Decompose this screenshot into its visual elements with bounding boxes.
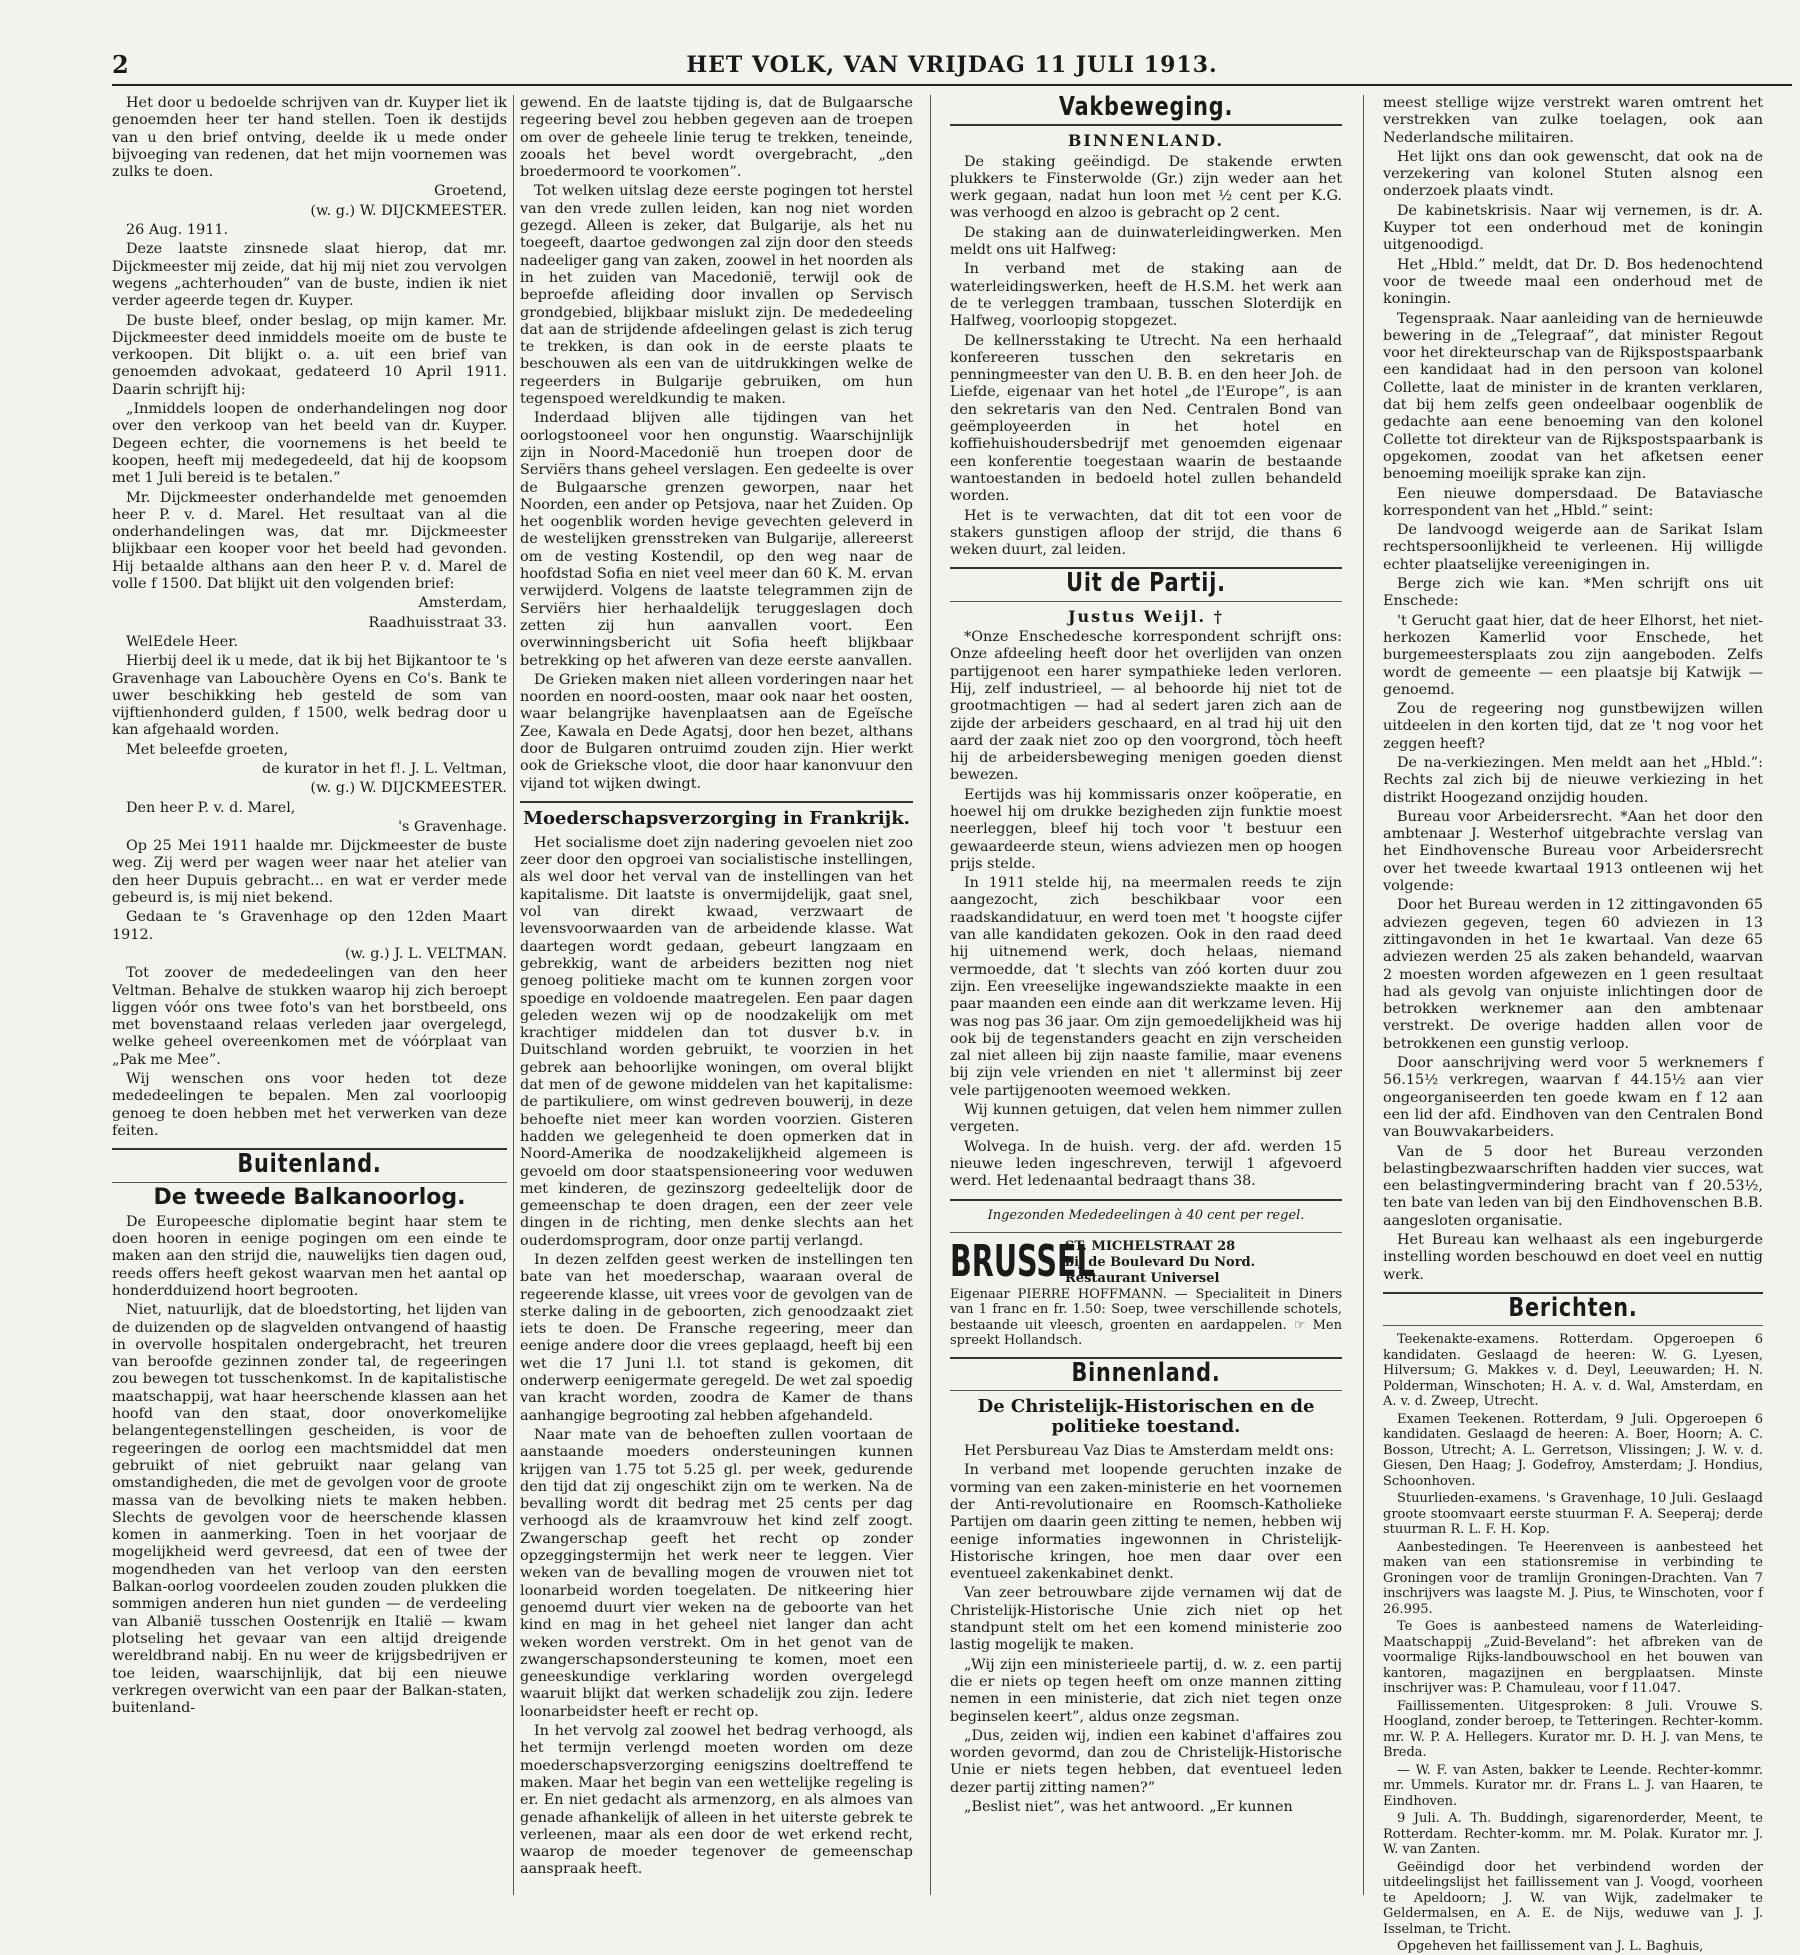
advertisement-line: bij de Boulevard Du Nord. <box>1065 1254 1256 1270</box>
column-divider <box>513 95 514 1895</box>
closing: Met beleefde groeten, <box>126 741 289 758</box>
paragraph: meest stellige wijze verstrekt waren omtrent het verstrekken van zulke toelagen, ook aan Nederlandsche militairen. <box>1383 95 1763 146</box>
paragraph: De landvoogd weigerde aan de Sarikat Islam rechtspersoonlijkheid te verleenen. Hij willigde echter plaatselijke vereenigingen in. <box>1383 522 1763 573</box>
paragraph: „Dus, zeiden wij, indien een kabinet d'affaires zou worden gevormd, dan zou de Christelijk-Historische Unie er niets tegen hebben, dat eventueel leden dezer partij zitting namen?” <box>950 1727 1342 1796</box>
notice-item: Opgeheven het faillissement van J. L. Baghuis, <box>1397 1939 1704 1955</box>
advertisement-text: Eigenaar PIERRE HOFFMANN. — Specialiteit in Diners van 1 franc en fr. 1.50: Soep, twee verschillende schotels, bestaande uit vleesch, groenten en aardappelen. ☞ Men spreekt Hollandsch. <box>950 1286 1342 1349</box>
paragraph: „Wij zijn een ministerieele partij, d. w. z. een partij die er niets op tegen heeft om onze mannen zitting nemen in een ministerie, dat zich niet tegen onze beginselen keert”, aldus onze zegsman. <box>950 1656 1342 1725</box>
signature: (w. g.) W. DIJCKMEESTER. <box>310 780 507 797</box>
addressee-line: Den heer P. v. d. Marel, <box>126 799 296 816</box>
notice-item: Te Goes is aanbesteed namens de Waterleiding-Maatschappij „Zuid-Beveland”: het afbreken van de voormalige Rijks-landbouwschool en het bouwen van kantoren, magazijnen en bergplaatsen. Minste inschrijver was: P. Chamuleau, voor f 11.047. <box>1383 1619 1763 1697</box>
paragraph: Het Bureau kan welhaast als een ingeburgerde instelling worden beschouwd en doet veel en nuttig werk. <box>1383 1232 1763 1283</box>
paragraph: De staking aan de duinwaterleidingwerken. Men meldt ons uit Halfweg: <box>950 224 1342 259</box>
paragraph: Het lijkt ons dan ook gewenscht, dat ook na de verzekering van kolonel Stuten alsnog een onderzoek plaats vindt. <box>1383 148 1763 200</box>
paragraph: In dezen zelfden geest werken de instellingen ten bate van het moederschap, waaraan overal de regeerende klasse, uit vrees voor de gevolgen van de sterke daling in de geboorten, zich genoodzaakt ziet iets te doen. De Fransche regeering, meer dan eenige andere door die vrees geplaagd, heeft bij een wet die 17 Juni l.l. tot stand is gekomen, dit onderwerp eenigermate geregeld. De wet zal spoedig van kracht worden, zoodra de Kamer de thans aanhangige begrooting zal hebben afgehandeld. <box>520 1252 913 1424</box>
paragraph: „Inmiddels loopen de onderhandelingen nog door over den verkoop van het beeld van dr. Kuyper. Degeen echter, die voornemens is het beeld te koopen, heeft mij medegedeeld, dat hij de koopsom met 1 Juli bereid is te betalen.” <box>112 401 507 487</box>
notice-item: Aanbestedingen. Te Heerenveen is aanbesteed het maken van een stationsremise in verbinding te Groningen voor de tramlijn Groningen-Drachten. Van 7 inschrijvers was laagste M. J. Pius, te Winschoten, voor f 26.995. <box>1383 1539 1763 1617</box>
section-heading: Buitenland. <box>237 1149 382 1180</box>
advertisement-note: Ingezonden Mededeelingen à 40 cent per regel. <box>987 1207 1305 1223</box>
section-rule <box>520 801 913 803</box>
article-heading: Justus Weijl. † <box>1067 606 1225 626</box>
paragraph: Wolvega. In de huish. verg. der afd. werden 15 nieuwe leden ingeschreven, terwijl 1 afgevoerd werd. Het ledenaantal bedraagt thans 38. <box>950 1138 1342 1190</box>
paragraph: Tegenspraak. Naar aanleiding van de hernieuwde bewering in de „Telegraaf”, dat minister Regout voor het direkteurschap van de Rijkspostspaarbank een kandidaat had in den persoon van kolonel Collette, laat de minister in de kranten verklaren, dat bij hem zelfs geen ondeelbaar oogenblik de gedachte aan eene benoeming van den kolonel Collette tot direkteur van de Rijkspostspaarbank is opgekomen, zoodat van het afketsen eener benoeming moeilijk sprake kan zijn. <box>1383 310 1763 483</box>
paragraph: Deze laatste zinsnede slaat hierop, dat mr. Dijckmeester mij zeide, dat hij mij niet zou vervolgen wegens „achterhouden” van de buste, indien ik niet verder ageerde tegen dr. Kuyper. <box>112 241 507 310</box>
section-rule <box>950 601 1342 602</box>
paragraph: Van zeer betrouwbare zijde vernamen wij dat de Christelijk-Historische Unie zich niet op het standpunt stelt om het een komend ministerie zoo lastig mogelijk te maken. <box>950 1585 1342 1654</box>
paragraph: 't Gerucht gaat hier, dat de heer Elhorst, het niet-herkozen Kamerlid voor Enschede, het burgemeestersplaats zou zijn aangeboden. Zelfs wordt de gemeente — een plaatsje bij Katwijk — genoemd. <box>1383 612 1763 698</box>
paragraph: Door aanschrijving werd voor 5 werknemers f 56.15½ verkregen, waarvan f 44.15½ aan vier ongeorganiseerden ten goede kwam en f 12 aan een lid der afd. Eindhoven van den Centralen Bond van Bouwvakarbeiders. <box>1383 1055 1763 1141</box>
paragraph: In 1911 stelde hij, na meermalen reeds te zijn aangezocht, zich beschikbaar voor een raadskandidatuur, en werd toen met 't hoogste cijfer van alle kandidaten gekozen. Ook in den raad deed hij uitnemend werk, doch helaas, niemand vermoedde, dat 't slechts van zóó korten duur zou zijn. Een vreeselijke ingewandsziekte maakte in een paar maanden een einde aan dit werkzame leven. Hij was nog pas 36 jaar. Om zijn gemoedelijkheid was hij ook bij de tegenstanders geacht en zijn verscheiden zal niet alleen bij zijn naaste familie, maar evenens bij zijn vele vrienden en niet 't allerminst bij zeer vele partijgenooten weemoed wekken. <box>950 875 1342 1099</box>
column-divider <box>930 95 931 1895</box>
signature: (w. g.) W. DIJCKMEESTER. <box>310 202 507 219</box>
paragraph: De Europeesche diplomatie begint haar stem te doen hooren in eenige pogingen om een einde te maken aan den strijd die, nauwelijks tien dagen oud, reeds offers heeft gekost waarvan men het aantal op honderdduizend hoort begrooten. <box>112 1213 507 1299</box>
column-1 <box>112 95 507 1895</box>
paragraph: De staking geëindigd. De stakende erwten plukkers te Finsterwolde (Gr.) zijn weder aan het werk gegaan, nadat hun loon met ½ cent per K.G. was verhoogd en alzoo is gebracht op 2 cent. <box>950 153 1342 222</box>
advertisement-brand: BRUSSEL <box>950 1235 1095 1287</box>
address-line: Amsterdam, <box>418 595 507 612</box>
paragraph: De na-verkiezingen. Men meldt aan het „Hbld.”: Rechts zal zich bij de nieuwe verkiezing in het distrikt Hoogezand onzijdig houden. <box>1383 754 1763 806</box>
section-rule <box>1383 1325 1763 1326</box>
address-line: Raadhuisstraat 33. <box>368 614 507 631</box>
paragraph: Het socialisme doet zijn nadering gevoelen niet zoo zeer door den opgroei van socialistische instellingen, als wel door het verval van de instellingen van het kapitalisme. Dit laatste is onvermijdelijk, gaat snel, vol van direkt kwaad, verzwaart de levensvoorwaarden van de arbeidende klasse. Wat daartegen wordt gedaan, gebeurt langzaam en gebrekkig, want de arbeiders bezitten nog niet genoeg politieke macht om te kunnen zorgen voor spoedige en voldoende maatregelen. Een paar dagen geleden wezen wij op de noodzakelijk om met krachtiger middelen dan tot dusver b.v. in Duitschland worden gebruikt, te voorzien in het gebrek aan behoorlijke woningen, om overal blijkt dat men of de gewone middelen van het kapitalisme: de partikuliere, om winst gedreven bouwerij, in deze behoefte niet meer kan worden voorzien. Gisteren hadden we gelegenheid te doen opmerken dat in Noord-Amerika de noodzakelijkheid algemeen is gevoeld om door staatspensioneering voor weduwen met kinderen, de gezinszorg gedeeltelijk door de gemeenschap te doen dragen, een der zeer vele dingen in de richting, men denke slechts aan het ouderdomsprogram, door onze partij verlangd. <box>520 834 913 1249</box>
section-heading: Berichten. <box>1508 1292 1638 1323</box>
advertisement-line: Restaurant Universel <box>1065 1270 1220 1286</box>
section-heading: Binnenland. <box>1071 1357 1221 1388</box>
paragraph: Berge zich wie kan. *Men schrijft ons uit Enschede: <box>1383 576 1763 610</box>
section-heading: Uit de Partij. <box>1066 568 1226 599</box>
paragraph: gewend. En de laatste tijding is, dat de Bulgaarsche regeering bevel zou hebben gegeven aan de troepen om over de geheele linie terug te trekken, teneinde, zooals het bevel wordt overgebracht, „den broedermoord te voorkomen”. <box>520 95 913 181</box>
notice-item: Stuurlieden-examens. 's Gravenhage, 10 Juli. Geslaagd groote stoomvaart eerste stuurman F. A. Seeperaj; derde stuurman R. L. F. H. Kop. <box>1383 1491 1763 1538</box>
addressee-line: 's Gravenhage. <box>398 818 507 835</box>
paragraph: Wij kunnen getuigen, dat velen hem nimmer zullen vergeten. <box>950 1102 1342 1136</box>
paragraph: Tot zoover de mededeelingen van den heer Veltman. Behalve de stukken waarop hij zich beroept liggen vóór ons twee foto's van het borstbeeld, ons met bovenstaand relaas verleden jaar overgelegd, welke geheel overeenkomen met de vóórplaat van „Pak me Mee”. <box>112 965 507 1068</box>
section-rule <box>950 1232 1342 1233</box>
article-heading: De tweede Balkanoorlog. <box>153 1184 466 1210</box>
paragraph: Het „Hbld.” meldt, dat Dr. D. Bos hedenochtend voor de tweede maal een onderhoud met de koningin. <box>1383 256 1763 308</box>
paragraph: In verband met de staking aan de waterleidingswerken, heeft de H.S.M. het werk aan de te verleggen trambaan, tusschen Sloterdijk en Halfweg, voorloopig stopgezet. <box>950 261 1342 330</box>
notice-item: 9 Juli. A. Th. Buddingh, sigarenorderder, Meent, te Rotterdam. Rechter-komm. mr. M. Polak. Kurator mr. J. W. van Zanten. <box>1383 1811 1763 1858</box>
notice-item: Faillissementen. Uitgesproken: 8 Juli. Vrouwe S. Hoogland, zonder beroep, te Tetteringen. Rechter-komm. mr. W. P. A. Hellegers. Kurator mr. D. H. J. van Mens, te Breda. <box>1383 1698 1763 1761</box>
paragraph: Hierbij deel ik u mede, dat ik bij het Bijkantoor te 's Gravenhage van Labouchère Oyens en Co's. Bank te uwer beschikking heb gesteld de som van vijftienhonderd gulden, f 1500, welk bedrag door u kan afgehaald worden. <box>112 653 507 739</box>
column-2 <box>520 95 913 1895</box>
column-4 <box>1383 95 1763 1955</box>
paragraph: Het door u bedoelde schrijven van dr. Kuyper liet ik genoemden heer ter hand stellen. Toen ik destijds van u den brief ontving, deelde ik u mede onder bijvoeging van redenen, dat het mijn voornemen was zulks te doen. <box>112 95 507 181</box>
paragraph: Inderdaad blijven alle tijdingen van het oorlogstooneel voor hen ongunstig. Waarschijnlijk zijn in Noord-Macedonië hun troepen door de Serviërs thans geheel verslagen. Een gedeelte is over de Bulgaarsche grenzen geworpen, naar het Noorden, een ander op Petsjova, naar het Zuiden. Op het oogenblik worden hevige gevechten geleverd in de westelijken grensstreken van Bulgarije, allereerst om de vesting Kostendil, op den weg naar de hoofdstad Sofia en niet veel meer dan 60 K. M. ervan verwijderd. Volgens de laatste telegrammen zijn de Serviërs hier herhaaldelijk teruggeslagen doch zetten zij hun aanvallen voort. Een overwinningsbericht uit Sofia heeft blijkbaar betrekking op het afweren van deze eerste aanvallen. <box>520 410 913 669</box>
paragraph: „Beslist niet”, was het antwoord. „Er kunnen <box>964 1799 1293 1816</box>
article-heading: De Christelijk-Historischen en de politieke toestand. <box>977 1396 1315 1438</box>
paragraph: In verband met loopende geruchten inzake de vorming van een zaken-ministerie en het voornemen der Anti-revolutionaire en Roomsch-Katholieke Partijen om daarin geen zitting te nemen, hebben wij eenige informaties ingewonnen in Christelijk-Historische kringen, hoe men daar over een eventueel zakenkabinet denkt. <box>950 1462 1342 1583</box>
notice-item: Geëindigd door het verbindend worden der uitdeelingslijst het faillissement van J. Voogd, voorheen te Apeldoorn; J. W. van Wijk, zadelmaker te Geldermalsen, en A. E. de Nijs, weduwe van J. J. Isselman, te Tricht. <box>1383 1859 1763 1937</box>
date-line: 26 Aug. 1911. <box>126 222 229 239</box>
paragraph: Wij wenschen ons voor heden tot deze mededeelingen te bepalen. Men zal voorloopig genoeg te doen hebben met het verwerken van deze feiten. <box>112 1071 507 1139</box>
paragraph: In het vervolg zal zoowel het bedrag verhoogd, als het termijn verlengd moeten worden om deze moederschapsverzorging eenigszins doeltreffend te maken. Maar het begin van een wettelijke regeling is er. En niet gedacht als armenzorg, en als almoes van genade afhankelijk of alleen in het uiterste gebrek te verleenen, maar als een door de wet erkend recht, waarop de moeder tegenover de gemeenschap aanspraak heeft. <box>520 1723 913 1878</box>
paragraph: Mr. Dijckmeester onderhandelde met genoemden heer P. v. d. Marel. Het resultaat van al die onderhandelingen was, dat mr. Dijckmeester blijkbaar een kooper voor het beeld had gevonden. Hij betaalde althans aan den heer P. v. d. Marel de volle f 1500. Dat blijkt uit den volgenden brief: <box>112 489 507 593</box>
paragraph: De buste bleef, onder beslag, op mijn kamer. Mr. Dijckmeester deed inmiddels moeite om de buste te verkoopen. Dit blijkt o. a. uit een brief van genoemden advokaat, gedateerd 10 April 1911. Daarin schrijft hij: <box>112 312 507 398</box>
notice-item: Teekenakte-examens. Rotterdam. Opgeroepen 6 kandidaten. Geslaagd de heeren: W. G. Lyesen, Hilversum; G. Makkes v. d. Deyl, Leeuwarden; H. N. Polderman, Winschoten; H. A. v. d. Wal, Amsterdam, en A. v. d. Zweep, Utrecht. <box>1383 1332 1763 1410</box>
notice-item: Examen Teekenen. Rotterdam, 9 Juli. Opgeroepen 6 kandidaten. Geslaagd de heeren: A. Boer, Hoorn; A. C. Bosson, Utrecht; A. L. Gerretson, Vlissingen; J. W. v. d. Giesen, Den Haag; J. Godefroy, Amsterdam; J. Hondius, Schoonhoven. <box>1383 1411 1763 1489</box>
paragraph: *Onze Enschedesche korrespondent schrijft ons: Onze afdeeling heeft door het overlijden van onzen partijgenoot een harer sympathieke leden verloren. Hij, zelf industrieel, — al behoorde hij niet tot de grootmachtigen — had al sedert jaren zich aan de zijde der arbeiders geschaard, en al trad hij uit den aard der zaak niet zoo op den voorgrond, tòch heeft hij de arbeidersbeweging menigen goeden dienst bewezen. <box>950 629 1342 784</box>
paragraph: De kellnersstaking te Utrecht. Na een herhaald konfereeren tusschen den sekretaris en penningmeester van den U. B. B. en den heer Joh. de Liefde, eigenaar van het hotel „de l'Europe”, is aan den sekretaris van den Ned. Centralen Bond van geëmployeerden in het hotel en koffiehuishoudersbedrijf met genoemden eigenaar een konferentie toegestaan waarin de bestaande wantoestanden in bedoeld hotel zullen behandeld worden. <box>950 332 1342 505</box>
greeting: Groetend, <box>434 183 507 200</box>
paragraph: Eertijds was hij kommissaris onzer koöperatie, en hoewel hij om drukke bezigheden zijn funktie moest neerleggen, bleef hij toch voor 't bestuur een gewaardeerde steun, wiens adviezen men op hoogen prijs stelde. <box>950 786 1342 872</box>
paragraph: Op 25 Mei 1911 haalde mr. Dijckmeester de buste weg. Zij werd per wagen weer naar het atelier van den heer Dupuis gebracht... en wat er verder mede gebeurd is, is mij niet bekend. <box>112 838 507 907</box>
paragraph: Niet, natuurlijk, dat de bloedstorting, het lijden van de duizenden op de slagvelden ontvangend of haastig in overvolle hospitalen ondergebracht, het treuren van beroofde gezinnen zonder tal, de regeeringen zou bewegen tot tusschenkomst. In de kapitalistische maatschappij, wat haar heerschende klassen aan het hoofd van den staat, door onoverkomelijke belangentegenstellingen gescheiden, is voor de regeeringen de oorlog een machtsmiddel dat men gebruikt of niet gebruikt naar gelang van omstandigheden, die met de gevolgen voor de groote massa van de bevolking niets te maken hebben. Slechts de gevolgen voor de heerschende klassen komen in aanmerking. Toen in het voorjaar de mogelijkheid werd gevreesd, dat een of twee der mogendheden van het verloop van den eersten Balkan-oorlog voordeelen zouden zouden plukken die sommigen anderen hun niet gunden — de verdeeling van Albanië tusschen Oostenrijk en Italië — kwam plotseling het gevaar van een altijd dreigende wereldbrand nabij. En nu weer de krijgsbedrijven er toe leiden, waarschijnlijk, dat bij een nieuwe verkregen overwicht van een paar der Balkan-staten, buitenland- <box>112 1302 507 1717</box>
section-rule <box>112 1182 507 1183</box>
paragraph: De kabinetskrisis. Naar wij vernemen, is dr. A. Kuyper tot een onderhoud met de koningin uitgenoodigd. <box>1383 202 1763 254</box>
newspaper-title: HET VOLK, VAN VRIJDAG 11 JULI 1913. <box>686 52 1218 78</box>
advertisement <box>950 1235 1342 1287</box>
page-number: 2 <box>112 50 129 79</box>
section-heading: Vakbeweging. <box>1058 92 1234 122</box>
notice-item: — W. F. van Asten, bakker te Leende. Rechter-kommr. mr. Ummels. Kurator mr. dr. Frans L. J. van Haaren, te Eindhoven. <box>1383 1762 1763 1809</box>
paragraph: Naar mate van de behoeften zullen voortaan de aanstaande moeders ondersteuningen kunnen krijgen van 1.75 tot 5.25 gl. per week, gedurende den tijd dat zij ongeschikt zijn om te werken. Na de bevalling wordt dit bedrag met 25 cents per dag verhoogd als de kraamvrouw het kind zelf zoogt. Zwangerschap geeft het recht op zonder opzeggingstermijn het werk neer te leggen. Vier weken van de bevalling mogen de vrouwen niet tot loonarbeid worden toegelaten. De nitkeering hier genoemd duurt vier weken na de geboorte van het kind en mag in het geheel niet langer dan acht weken worden verstrekt. Om in het genot van de zwangerschapsondersteuning te komen, moet een geneeskundige verklaring worden overgelegd waaruit blijkt dat werken schadelijk zou zijn. Iedere loonarbeidster heeft er recht op. <box>520 1426 913 1720</box>
section-rule <box>950 1199 1342 1201</box>
paragraph: Een nieuwe dompersdaad. De Bataviasche korrespondent van het „Hbld.” seint: <box>1383 485 1763 519</box>
column-divider <box>1363 95 1364 1895</box>
paragraph: Van de 5 door het Bureau verzonden belastingbezwaarschriften hadden vier succes, wat een belastingvermindering bracht van f 20.53½, ten bate van leden van bij den Eindhovenschen B.B. aangesloten organisatie. <box>1383 1143 1763 1229</box>
subsection-heading: BINNENLAND. <box>1067 131 1225 151</box>
paragraph: Tot welken uitslag deze eerste pogingen tot herstel van den vrede zullen leiden, kan nog niet worden gezegd. Alleen is zeker, dat Bulgarije, als het nu toegeeft, daartoe gedwongen zal zijn door den steeds nadeeliger gang van zaken, zoowel in het noorden als in het zuiden van Macedonië, terwijl ook de beproefde afleiding door invallen op Servisch grondgebied, blijkbaar mislukt zijn. De mededeeling dat aan de strijdende afdeelingen gelast is zich terug te trekken, is dan ook in de eerste plaats te beschouwen als een van de uitdrukkingen welke de regeerders in Bulgarije gebruiken, om hun tegenspoed wereldkundig te maken. <box>520 183 913 408</box>
paragraph: Het Persbureau Vaz Dias te Amsterdam meldt ons: <box>964 1443 1335 1460</box>
paragraph: Zou de regeering nog gunstbewijzen willen uitdeelen in den korten tijd, dat ze 't nog voor het zeggen heeft? <box>1383 701 1763 752</box>
paragraph: Gedaan te 's Gravenhage op den 12den Maart 1912. <box>112 909 507 943</box>
curator-line: de kurator in het f!. J. L. Veltman, <box>261 760 507 777</box>
paragraph: Het is te verwachten, dat dit tot een voor de stakers gunstigen afloop der strijd, die thans 6 weken duurt, zal leiden. <box>950 507 1342 559</box>
salutation: WelEdele Heer. <box>126 633 239 650</box>
masthead <box>112 50 1792 86</box>
column-3 <box>950 92 1342 1895</box>
signature: (w. g.) J. L. VELTMAN. <box>344 945 507 962</box>
advertisement-details <box>1065 1239 1342 1287</box>
section-rule <box>950 124 1342 126</box>
paragraph: Door het Bureau werden in 12 zittingavonden 65 adviezen gegeven, tegen 60 adviezen in 13 zittingavonden in het 1e kwartaal. Van deze 65 adviezen werden 25 als zaken behandeld, waarvan 2 moesten worden afgewezen en 1 geen resultaat had als gevolg van onjuiste inlichtingen door de betrokken werknemer aan den ambtenaar verstrekt. De overige hadden allen voor de betrokkenen een gunstig verloop. <box>1383 897 1763 1052</box>
article-heading: Moederschapsverzorging in Frankrijk. <box>523 807 910 829</box>
paragraph: De Grieken maken niet alleen vorderingen naar het noorden en noord-oosten, maar ook naar het oosten, waar belangrijke havenplaatsen aan de Egeïsche Zee, Kawala en Dede Agatsj, door hen bezet, althans door de Bulgaren ontruimd zouden zijn. Hier werkt ook de Grieksche vloot, die door haar kanonvuur den vijand tot wijken dwingt. <box>520 671 913 792</box>
advertisement-line: ST. MICHELSTRAAT 28 <box>1065 1238 1236 1254</box>
section-rule <box>950 1390 1342 1391</box>
paragraph: Bureau voor Arbeidersrecht. *Aan het door den ambtenaar J. Westerhof uitgebrachte verslag van het Eindhovensche Bureau voor Arbeidersrecht over het tweede kwartaal 1913 ontleenen wij het volgende: <box>1383 808 1763 895</box>
